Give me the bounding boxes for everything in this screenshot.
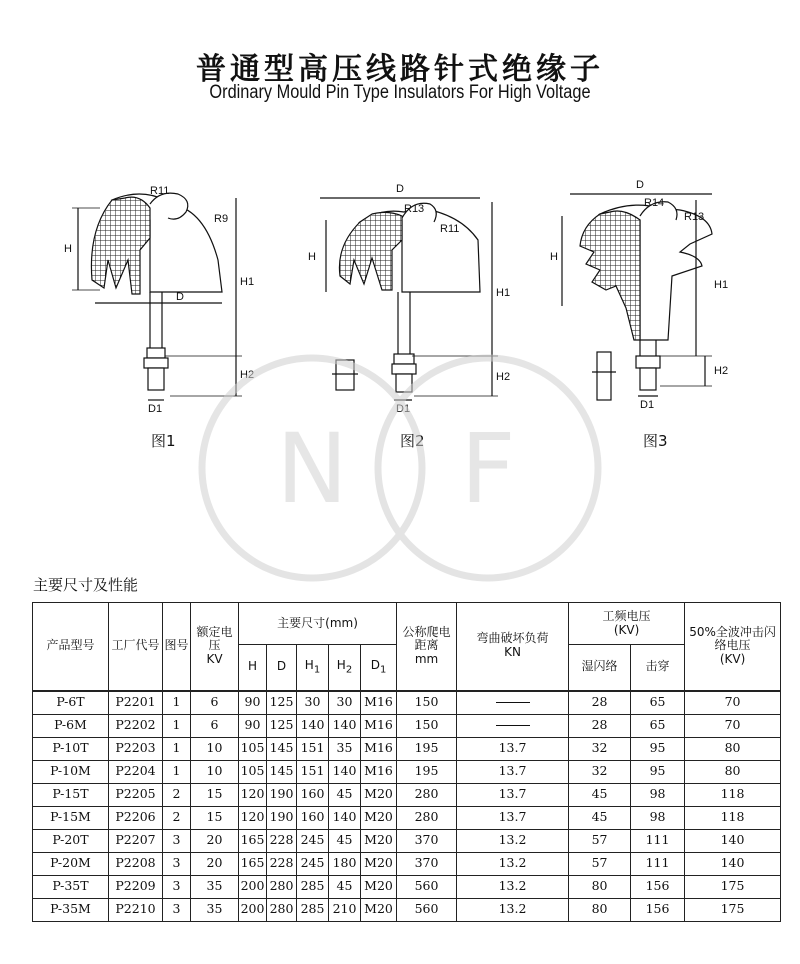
cell-model: P-35M bbox=[33, 898, 109, 921]
cell-kv: 35 bbox=[191, 875, 239, 898]
fig3-dim-r13: R13 bbox=[684, 211, 705, 223]
cell-d: 228 bbox=[267, 829, 297, 852]
figure-3-drawing bbox=[562, 194, 712, 400]
cell-d1: M16 bbox=[361, 737, 397, 760]
cell-impulse: 140 bbox=[685, 829, 781, 852]
cell-d1: M16 bbox=[361, 760, 397, 783]
cell-creep: 280 bbox=[397, 806, 457, 829]
table-row bbox=[33, 875, 781, 898]
cell-load: 13.7 bbox=[457, 783, 569, 806]
cell-creep: 150 bbox=[397, 691, 457, 715]
cell-impulse: 175 bbox=[685, 898, 781, 921]
header-factory-code: 工厂代号 bbox=[109, 603, 163, 691]
cell-code: P2205 bbox=[109, 783, 163, 806]
cell-h2: 30 bbox=[329, 691, 361, 715]
header-h1: $H_1$ bbox=[297, 645, 329, 691]
cell-punct: 156 bbox=[631, 898, 685, 921]
cell-kv: 6 bbox=[191, 691, 239, 715]
cell-punct: 98 bbox=[631, 783, 685, 806]
fig1-dim-d: D bbox=[176, 291, 184, 303]
cell-creep: 150 bbox=[397, 714, 457, 737]
fig3-dim-h: H bbox=[550, 251, 558, 263]
cell-wet: 28 bbox=[569, 691, 631, 715]
figure-2-label: 图2 bbox=[400, 432, 425, 450]
cell-fig: 3 bbox=[163, 852, 191, 875]
cell-code: P2203 bbox=[109, 737, 163, 760]
section-title: 主要尺寸及性能 bbox=[33, 576, 139, 594]
cell-h: 165 bbox=[239, 829, 267, 852]
cell-impulse: 118 bbox=[685, 806, 781, 829]
cell-impulse: 80 bbox=[685, 760, 781, 783]
cell-h2: 140 bbox=[329, 806, 361, 829]
header-d1: $D_1$ bbox=[361, 645, 397, 691]
fig2-dim-h2: H2 bbox=[496, 371, 511, 383]
cell-kv: 35 bbox=[191, 898, 239, 921]
cell-h: 105 bbox=[239, 760, 267, 783]
cell-code: P2207 bbox=[109, 829, 163, 852]
cell-h1: 151 bbox=[297, 760, 329, 783]
fig1-dim-r11: R11 bbox=[150, 185, 170, 197]
cell-fig: 1 bbox=[163, 760, 191, 783]
cell-wet: 45 bbox=[569, 783, 631, 806]
cell-h: 105 bbox=[239, 737, 267, 760]
table-row bbox=[33, 898, 781, 921]
table-row bbox=[33, 737, 781, 760]
cell-kv: 6 bbox=[191, 714, 239, 737]
cell-wet: 57 bbox=[569, 829, 631, 852]
cell-h: 200 bbox=[239, 898, 267, 921]
cell-model: P-10M bbox=[33, 760, 109, 783]
cell-fig: 1 bbox=[163, 691, 191, 715]
cell-d: 125 bbox=[267, 714, 297, 737]
cell-model: P-6M bbox=[33, 714, 109, 737]
cell-punct: 111 bbox=[631, 852, 685, 875]
cell-creep: 560 bbox=[397, 898, 457, 921]
header-creepage: 公称爬电距离 mm bbox=[397, 603, 457, 691]
cell-model: P-6T bbox=[33, 691, 109, 715]
cell-h1: 285 bbox=[297, 875, 329, 898]
cell-creep: 195 bbox=[397, 737, 457, 760]
fig1-dim-r9: R9 bbox=[214, 213, 229, 225]
cell-h: 90 bbox=[239, 691, 267, 715]
cell-code: P2210 bbox=[109, 898, 163, 921]
cell-wet: 28 bbox=[569, 714, 631, 737]
cell-fig: 2 bbox=[163, 806, 191, 829]
fig3-dim-d1: D1 bbox=[640, 399, 655, 411]
cell-load: 13.7 bbox=[457, 760, 569, 783]
table-row bbox=[33, 714, 781, 737]
fig2-dim-h: H bbox=[308, 251, 316, 263]
cell-wet: 32 bbox=[569, 760, 631, 783]
cell-h2: 35 bbox=[329, 737, 361, 760]
cell-code: P2202 bbox=[109, 714, 163, 737]
figure-1-label: 图1 bbox=[151, 432, 176, 450]
cell-load: 13.7 bbox=[457, 806, 569, 829]
cell-punct: 156 bbox=[631, 875, 685, 898]
cell-h2: 180 bbox=[329, 852, 361, 875]
cell-creep: 280 bbox=[397, 783, 457, 806]
cell-load: 13.2 bbox=[457, 875, 569, 898]
cell-d: 190 bbox=[267, 806, 297, 829]
header-rated-voltage: 额定电压 KV bbox=[191, 603, 239, 691]
page-title: 普通型高压线路针式绝缘子 bbox=[196, 52, 604, 87]
cell-d: 280 bbox=[267, 898, 297, 921]
cell-impulse: 175 bbox=[685, 875, 781, 898]
table-row bbox=[33, 783, 781, 806]
fig2-dim-r11: R11 bbox=[440, 223, 460, 235]
cell-d1: M20 bbox=[361, 806, 397, 829]
fig3-dim-d: D bbox=[636, 179, 644, 191]
cell-kv: 10 bbox=[191, 760, 239, 783]
cell-h1: 245 bbox=[297, 829, 329, 852]
cell-h2: 45 bbox=[329, 875, 361, 898]
cell-d1: M20 bbox=[361, 829, 397, 852]
fig2-dim-d1: D1 bbox=[396, 403, 411, 415]
cell-impulse: 70 bbox=[685, 714, 781, 737]
cell-wet: 80 bbox=[569, 875, 631, 898]
table-row bbox=[33, 806, 781, 829]
cell-fig: 3 bbox=[163, 898, 191, 921]
cell-code: P2201 bbox=[109, 691, 163, 715]
header-figure: 图号 bbox=[163, 603, 191, 691]
header-puncture: 击穿 bbox=[631, 645, 685, 691]
cell-kv: 15 bbox=[191, 783, 239, 806]
cell-d1: M20 bbox=[361, 783, 397, 806]
cell-d1: M20 bbox=[361, 852, 397, 875]
cell-code: P2204 bbox=[109, 760, 163, 783]
watermark-letter-f: F bbox=[460, 413, 516, 525]
table-row bbox=[33, 691, 781, 715]
fig2-dim-r13: R13 bbox=[404, 203, 425, 215]
cell-d: 228 bbox=[267, 852, 297, 875]
fig3-dim-h1: H1 bbox=[714, 279, 729, 291]
cell-h1: 285 bbox=[297, 898, 329, 921]
cell-impulse: 140 bbox=[685, 852, 781, 875]
cell-kv: 10 bbox=[191, 737, 239, 760]
cell-fig: 3 bbox=[163, 875, 191, 898]
header-power-freq: 工频电压 (KV) bbox=[569, 603, 685, 645]
cell-punct: 65 bbox=[631, 714, 685, 737]
header-bending-load: 弯曲破坏负荷 KN bbox=[457, 603, 569, 691]
fig1-dim-h1: H1 bbox=[240, 276, 255, 288]
cell-h2: 140 bbox=[329, 760, 361, 783]
header-impulse: 50%全波冲击闪络电压 (KV) bbox=[685, 603, 781, 691]
cell-fig: 3 bbox=[163, 829, 191, 852]
cell-d1: M16 bbox=[361, 714, 397, 737]
cell-fig: 1 bbox=[163, 714, 191, 737]
cell-punct: 65 bbox=[631, 691, 685, 715]
cell-model: P-35T bbox=[33, 875, 109, 898]
cell-wet: 80 bbox=[569, 898, 631, 921]
cell-impulse: 80 bbox=[685, 737, 781, 760]
fig2-dim-d: D bbox=[396, 183, 404, 195]
cell-d: 190 bbox=[267, 783, 297, 806]
cell-code: P2208 bbox=[109, 852, 163, 875]
fig1-dim-h: H bbox=[64, 243, 72, 255]
cell-h: 200 bbox=[239, 875, 267, 898]
cell-creep: 195 bbox=[397, 760, 457, 783]
cell-punct: 111 bbox=[631, 829, 685, 852]
cell-h1: 160 bbox=[297, 783, 329, 806]
fig1-dim-d1: D1 bbox=[148, 403, 163, 415]
cell-load: 13.2 bbox=[457, 898, 569, 921]
header-h2: $H_2$ bbox=[329, 645, 361, 691]
cell-punct: 98 bbox=[631, 806, 685, 829]
cell-load bbox=[457, 691, 569, 715]
cell-impulse: 118 bbox=[685, 783, 781, 806]
cell-h: 165 bbox=[239, 852, 267, 875]
cell-code: P2206 bbox=[109, 806, 163, 829]
fig1-dim-h2: H2 bbox=[240, 369, 255, 381]
cell-h1: 30 bbox=[297, 691, 329, 715]
cell-h1: 151 bbox=[297, 737, 329, 760]
header-model: 产品型号 bbox=[33, 603, 109, 691]
cell-model: P-20T bbox=[33, 829, 109, 852]
fig3-dim-r14: R14 bbox=[644, 197, 665, 209]
cell-h2: 140 bbox=[329, 714, 361, 737]
cell-model: P-15T bbox=[33, 783, 109, 806]
cell-kv: 20 bbox=[191, 829, 239, 852]
cell-code: P2209 bbox=[109, 875, 163, 898]
cell-h2: 45 bbox=[329, 829, 361, 852]
cell-model: P-20M bbox=[33, 852, 109, 875]
cell-model: P-15M bbox=[33, 806, 109, 829]
spec-table-body bbox=[33, 691, 781, 922]
cell-kv: 20 bbox=[191, 852, 239, 875]
cell-d: 145 bbox=[267, 737, 297, 760]
cell-creep: 560 bbox=[397, 875, 457, 898]
cell-creep: 370 bbox=[397, 852, 457, 875]
cell-wet: 45 bbox=[569, 806, 631, 829]
spec-table bbox=[32, 602, 781, 922]
cell-impulse: 70 bbox=[685, 691, 781, 715]
cell-h1: 140 bbox=[297, 714, 329, 737]
table-row bbox=[33, 852, 781, 875]
cell-d1: M20 bbox=[361, 875, 397, 898]
cell-h: 90 bbox=[239, 714, 267, 737]
cell-d: 280 bbox=[267, 875, 297, 898]
cell-wet: 32 bbox=[569, 737, 631, 760]
fig3-dim-h2: H2 bbox=[714, 365, 729, 377]
table-row bbox=[33, 760, 781, 783]
cell-h: 120 bbox=[239, 783, 267, 806]
cell-d: 125 bbox=[267, 691, 297, 715]
header-h: H bbox=[239, 645, 267, 691]
cell-h2: 45 bbox=[329, 783, 361, 806]
fig2-dim-h1: H1 bbox=[496, 287, 511, 299]
figure-3-label: 图3 bbox=[643, 432, 668, 450]
cell-wet: 57 bbox=[569, 852, 631, 875]
cell-load: 13.2 bbox=[457, 852, 569, 875]
cell-d1: M20 bbox=[361, 898, 397, 921]
cell-fig: 1 bbox=[163, 737, 191, 760]
figure-2-drawing bbox=[320, 198, 498, 400]
cell-h: 120 bbox=[239, 806, 267, 829]
cell-fig: 2 bbox=[163, 783, 191, 806]
cell-punct: 95 bbox=[631, 737, 685, 760]
cell-d: 145 bbox=[267, 760, 297, 783]
cell-h1: 245 bbox=[297, 852, 329, 875]
cell-creep: 370 bbox=[397, 829, 457, 852]
cell-h1: 160 bbox=[297, 806, 329, 829]
dash-mark bbox=[496, 702, 530, 703]
header-wet-flashover: 湿闪络 bbox=[569, 645, 631, 691]
cell-load bbox=[457, 714, 569, 737]
header-main-dims: 主要尺寸(mm) bbox=[239, 603, 397, 645]
cell-load: 13.2 bbox=[457, 829, 569, 852]
cell-d1: M16 bbox=[361, 691, 397, 715]
cell-kv: 15 bbox=[191, 806, 239, 829]
cell-punct: 95 bbox=[631, 760, 685, 783]
page-subtitle: Ordinary Mould Pin Type Insulators For High Voltage bbox=[209, 82, 591, 103]
table-row bbox=[33, 829, 781, 852]
header-d: D bbox=[267, 645, 297, 691]
cell-h2: 210 bbox=[329, 898, 361, 921]
cell-model: P-10T bbox=[33, 737, 109, 760]
cell-load: 13.7 bbox=[457, 737, 569, 760]
watermark-letter-n: N bbox=[276, 413, 348, 525]
insulator-drawings bbox=[0, 160, 800, 420]
dash-mark bbox=[496, 725, 530, 726]
